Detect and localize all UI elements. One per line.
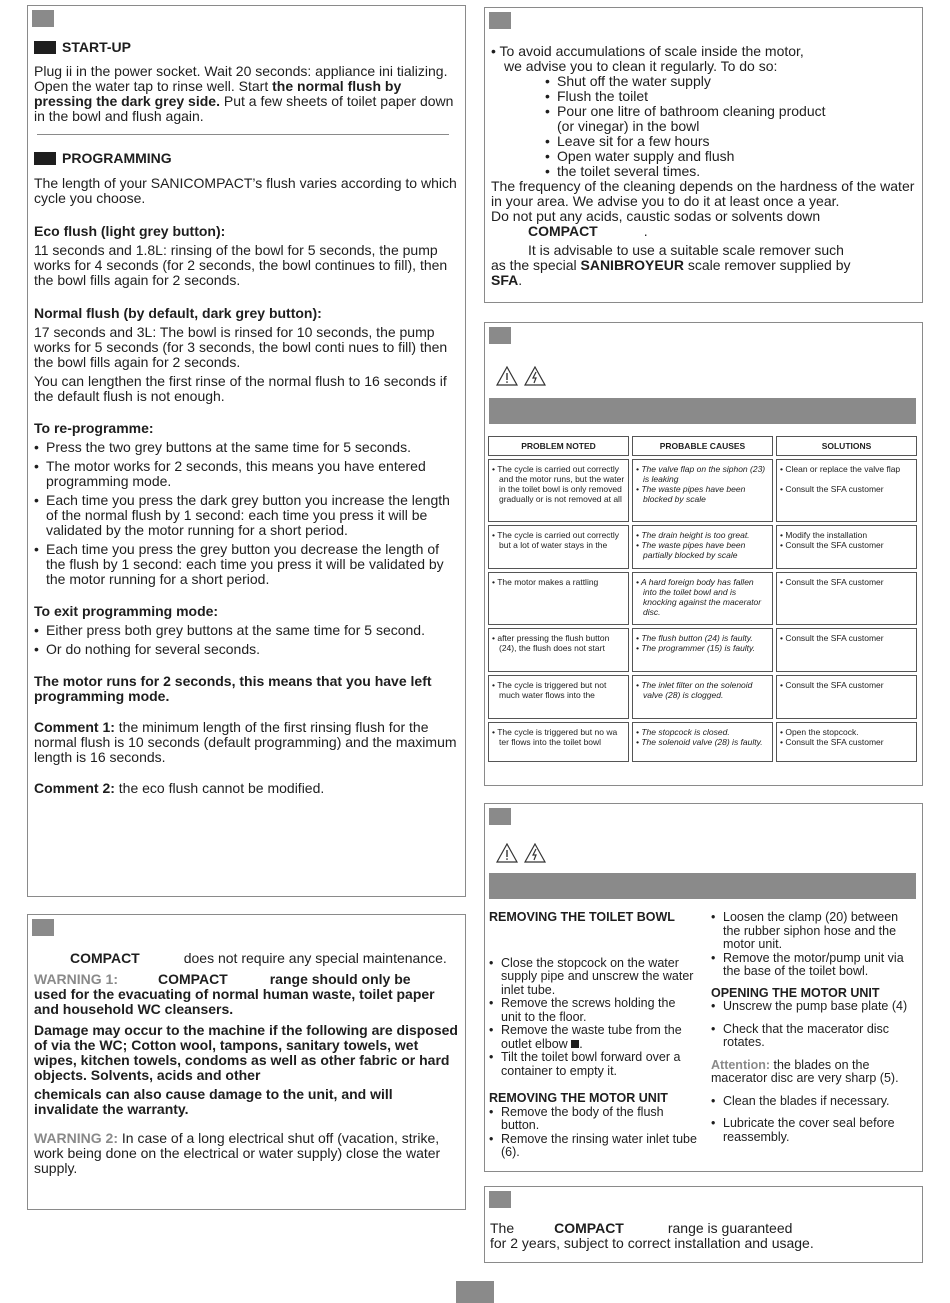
descaling-intro-2: we advise you to clean it regularly. To do so: [504, 58, 778, 74]
solution-cell: • Consult the SFA customer [776, 675, 917, 719]
column-header: SOLUTIONS [776, 436, 917, 456]
column-header: PROBLEM NOTED [488, 436, 629, 456]
heading-marker-icon [34, 41, 56, 54]
page-number-tab [456, 1281, 494, 1303]
list-item: • Either press both grey buttons at the same time for 5 second. [34, 623, 462, 638]
electric-hazard-icon [524, 366, 546, 386]
descaling-donot: Do not put any acids, caustic sodas or solvents down [491, 208, 821, 224]
guarantee-line-2: for 2 years, subject to correct installation and usage. [490, 1235, 814, 1251]
remove-bowl-title: REMOVING THE TOILET BOWL [489, 910, 675, 924]
comment-1: Comment 1: the minimum length of the first rinsing flush for the normal flush is 10 seconds (default programming) and the maximum length is 16 seconds. [34, 719, 457, 765]
divider [37, 134, 449, 135]
descaling-advise-2: as the special SANIBROYEUR scale remover supplied by SFA. [491, 257, 851, 288]
list-item: • Press the two grey buttons at the same time for 5 seconds. [34, 440, 462, 455]
list-item: • Flush the toilet [545, 89, 919, 104]
section-number-tab [32, 919, 54, 936]
section-number-tab [32, 10, 54, 27]
list-item: • Remove the rinsing water inlet tube (6). [489, 1133, 699, 1160]
cause-cell: • The flush button (24) is faulty. • The programmer (15) is faulty. [632, 628, 773, 672]
warning-triangle-icon [496, 366, 518, 386]
section-number-tab [489, 12, 511, 29]
final-list [711, 1095, 916, 1145]
problem-cell: • The cycle is carried out correctly but a lot of water stays in the [488, 525, 629, 569]
descaling-block [491, 44, 919, 288]
descaling-advise: It is advisable to use a suitable scale remover such [528, 242, 844, 258]
troubleshooting-table [485, 433, 920, 765]
solution-cell: • Clean or replace the valve flap • Consult the SFA customer [776, 459, 917, 522]
section-number-tab [489, 327, 511, 344]
list-item: • Close the stopcock on the water supply pipe and unscrew the water inlet tube. [489, 957, 699, 998]
eco-text: 11 seconds and 1.8L: rinsing of the bowl for 5 seconds, the pump works for 4 seconds (for 2 seconds, the bowl continues to fill), then the bowl fills again for 2 seconds. [34, 242, 448, 288]
descaling-compact: COMPACT . [528, 223, 648, 239]
list-item: • The motor works for 2 seconds, this means you have entered programming mode. [34, 459, 462, 489]
section-number-tab [489, 808, 511, 825]
cause-cell: • The inlet filter on the solenoid valve (28) is clogged. [632, 675, 773, 719]
list-item: • Pour one litre of bathroom cleaning product [545, 104, 919, 119]
list-item: • Each time you press the grey button you decrease the length of the flush by 1 second: each time you press it will be validated by the motor running for a short period. [34, 542, 462, 587]
normal-text-2: You can lengthen the first rinse of the normal flush to 16 seconds if the default flush is not enough. [34, 373, 447, 404]
section-number-tab [489, 1191, 511, 1208]
problem-cell: • The cycle is triggered but no wa ter flows into the toilet bowl [488, 722, 629, 762]
outlet-elbow-square-icon [571, 1040, 579, 1048]
remove-motor-title: REMOVING THE MOTOR UNIT [489, 1091, 668, 1105]
column-header: PROBABLE CAUSES [632, 436, 773, 456]
table-row [488, 572, 917, 625]
descaling-steps [491, 74, 919, 179]
reprogram-list [34, 440, 462, 587]
startup-heading: START-UP [34, 40, 459, 55]
exit-list [34, 623, 462, 657]
problem-cell: • The motor makes a rattling [488, 572, 629, 625]
list-item: • Clean the blades if necessary. [711, 1095, 916, 1109]
guarantee-line-1: The COMPACT range is guaranteed [490, 1220, 793, 1236]
descaling-frequency: The frequency of the cleaning depends on the hardness of the water in your area. We advise you to do it at least once a year. [491, 178, 915, 209]
problem-cell: • The cycle is triggered but not much water flows into the [488, 675, 629, 719]
repair-right-column [711, 911, 916, 1144]
comment-2: Comment 2: the eco flush cannot be modified. [34, 780, 325, 796]
startup-text: Plug ii in the power socket. Wait 20 seconds: appliance ini tializing. Open the water tap to rinse well. Start the normal flush by pressing the dark grey side. Put a few sheets of toilet paper down in the bowl and flush again. [34, 63, 454, 124]
table-row [488, 525, 917, 569]
cause-cell: • The valve flap on the siphon (23) is leaking • The waste pipes have been blocked by scale [632, 459, 773, 522]
exit-note: The motor runs for 2 seconds, this means that you have left programming mode. [34, 673, 432, 704]
programming-heading: PROGRAMMING [34, 151, 462, 166]
maintenance-intro: COMPACT does not require any special maintenance. [70, 950, 447, 966]
list-item: • Open water supply and flush [545, 149, 919, 164]
list-item: • Unscrew the pump base plate (4) [711, 1000, 916, 1014]
list-item: • Each time you press the dark grey button you increase the length of the normal flush by 1 second: each time you press it will be validated by the motor running for a short period. [34, 493, 462, 538]
cause-cell: • A hard foreign body has fallen into the toilet bowl and is knocking against the macerator disc. [632, 572, 773, 625]
list-item: • Leave sit for a few hours [545, 134, 919, 149]
normal-text: 17 seconds and 3L: The bowl is rinsed for 10 seconds, the pump works for 5 seconds (for 3 seconds, the bowl conti nues to fill) then the bowl fills again for 2 seconds. [34, 324, 448, 370]
cause-cell: • The stopcock is closed. • The solenoid valve (28) is faulty. [632, 722, 773, 762]
damage-warning-2: chemicals can also cause damage to the unit, and will invalidate the warranty. [34, 1086, 393, 1117]
list-item: • Shut off the water supply [545, 74, 919, 89]
damage-warning: Damage may occur to the machine if the following are disposed of via the WC; Cotton wool, tampons, sanitary towels, wet wipes, kitchen towels, condoms as well as other fabric or hard objects. Solvents, acids and other [34, 1022, 458, 1083]
cause-cell: • The drain height is too great. • The waste pipes have been partially blocked by scale [632, 525, 773, 569]
troubleshooting-header-bar [489, 398, 916, 424]
eco-title: Eco flush (light grey button): [34, 223, 226, 239]
loosen-list [711, 911, 916, 979]
table-row [488, 459, 917, 522]
reprogram-title: To re-programme: [34, 420, 154, 436]
list-item: • the toilet several times. [545, 164, 919, 179]
remove-bowl-list [489, 957, 699, 1079]
warning-2: WARNING 2: In case of a long electrical shut off (vacation, strike, work being done on the electrical or water supply) close the water supply. [34, 1130, 441, 1176]
maintenance-block [34, 951, 459, 1176]
problem-cell: • The cycle is carried out correctly and the motor runs, but the water in the toilet bowl is only removed gradually or is not removed at all [488, 459, 629, 522]
open-motor-list [711, 1000, 916, 1050]
warning-1: WARNING 1: COMPACT range should only be used for the evacuating of normal human waste, toilet paper and household WC cleansers. [34, 971, 435, 1017]
open-motor-title: OPENING THE MOTOR UNIT [711, 985, 880, 1000]
table-row [488, 628, 917, 672]
repair-left-column [489, 911, 699, 1160]
programming-block [34, 151, 462, 796]
list-item-continued: • (or vinegar) in the bowl [545, 119, 919, 134]
list-item: • Lubricate the cover seal before reassembly. [711, 1117, 916, 1144]
table-row [488, 722, 917, 762]
table-row [488, 675, 917, 719]
startup-block [34, 40, 459, 124]
programming-intro: The length of your SANICOMPACT’s flush varies according to which cycle you choose. [34, 175, 457, 206]
problem-cell: • after pressing the flush button (24), the flush does not start [488, 628, 629, 672]
list-item: • Or do nothing for several seconds. [34, 642, 462, 657]
solution-cell: • Open the stopcock. • Consult the SFA customer [776, 722, 917, 762]
table-header-row [488, 436, 917, 456]
heading-marker-icon [34, 152, 56, 165]
remove-motor-list [489, 1106, 699, 1160]
warning-triangle-icon [496, 843, 518, 863]
repair-header-bar [489, 873, 916, 899]
guarantee-block [490, 1221, 918, 1251]
list-item: • Tilt the toilet bowl forward over a container to empty it. [489, 1051, 699, 1078]
list-item: • Remove the motor/pump unit via the base of the toilet bowl. [711, 952, 916, 979]
list-item: • Loosen the clamp (20) between the rubber siphon hose and the motor unit. [711, 911, 916, 952]
normal-title: Normal flush (by default, dark grey button): [34, 305, 322, 321]
list-item: • Remove the waste tube from the outlet elbow . [489, 1024, 699, 1051]
list-item: • Check that the macerator disc rotates. [711, 1023, 916, 1050]
solution-cell: • Consult the SFA customer [776, 572, 917, 625]
attention-note: Attention: the blades on the macerator disc are very sharp (5). [711, 1057, 899, 1085]
list-item: • Remove the body of the flush button. [489, 1106, 699, 1133]
electric-hazard-icon [524, 843, 546, 863]
list-item: • Remove the screws holding the unit to the floor. [489, 997, 699, 1024]
descaling-intro: • To avoid accumulations of scale inside the motor, [491, 43, 804, 59]
solution-cell: • Modify the installation • Consult the SFA customer [776, 525, 917, 569]
exit-title: To exit programming mode: [34, 603, 219, 619]
solution-cell: • Consult the SFA customer [776, 628, 917, 672]
